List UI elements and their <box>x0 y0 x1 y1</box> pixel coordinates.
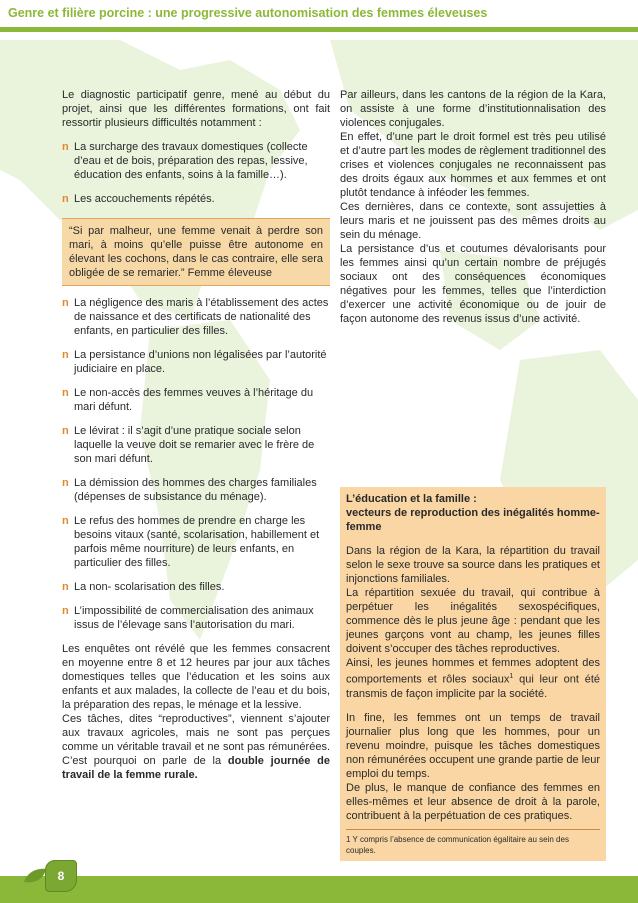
bullet-marker: n <box>62 581 69 593</box>
right-paragraph: Par ailleurs, dans les cantons de la région de la Kara, on assiste à une forme d’institutionnalisation des violences conjugales. <box>340 89 606 129</box>
bullet-marker: n <box>62 515 69 527</box>
difficulties-list-bottom <box>62 296 330 632</box>
box-paragraph: Dans la région de la Kara, la répartition du travail selon le sexe trouve sa source dans les pratiques et injonctions familiales. La répartition sexuée du travail, qui contribue à perpétuer les inégalités sexospécifiques, commence dès le plus jeune âge : pendant que les jeunes garçons vont au champ, les jeunes filles doivent s’occuper des tâches reproductives. Ainsi, les jeunes hommes et femmes adoptent des comportements et rôles sociaux$^1$ qui leur ont été transmis de façon implicite par la société. <box>346 545 600 700</box>
bullet-marker: n <box>62 387 69 399</box>
double-journee-emphasis: double journée de travail de la femme rurale. <box>62 755 330 781</box>
list-item: n La surcharge des travaux domestiques (collecte d’eau et de bois, préparation des repas, lessive, éducation des enfants, soins à la famille…). <box>62 141 308 181</box>
education-family-box <box>340 487 606 861</box>
difficulties-list-top <box>62 140 330 206</box>
list-item: n Le lévirat : il s’agit d’une pratique sociale selon laquelle la veuve doit se remarier avec le frère de son mari défunt. <box>62 425 315 465</box>
box-paragraph: In fine, les femmes ont un temps de travail journalier plus long que les hommes, pour un revenu moindre, puisque les tâches domestiques non rémunérées occupent une grande partie de leur emploi du temps. De plus, le manque de confiance des femmes en elles-mêmes et leur absence de droit à la parole, contribuent à la perpétuation de ces pratiques. <box>346 711 600 822</box>
list-item: n La persistance d’unions non légalisées par l’autorité judiciaire en place. <box>62 349 327 375</box>
list-item: n Le refus des hommes de prendre en charge les besoins vitaux (santé, scolarisation, habillement et parfois même nourriture) de leurs enfants, en particulier des filles. <box>62 515 320 569</box>
right-paragraph: Ces dernières, dans ce contexte, sont assujetties à leurs maris et ne jouissent pas des mêmes droits au sein du ménage. <box>340 201 606 241</box>
list-item: n La démission des hommes des charges familiales (dépenses de subsistance du ménage). <box>62 477 317 503</box>
left-column <box>62 88 330 782</box>
list-item: n La négligence des maris à l’établissement des actes de naissance et des certificats de nationalité des enfants, en particulier des filles. <box>62 297 329 337</box>
page-header-title: Genre et filière porcine : une progressive autonomisation des femmes éleveuses <box>8 6 488 20</box>
header-rule <box>0 27 638 32</box>
bullet-marker: n <box>62 605 69 617</box>
box-title: L’éducation et la famille : vecteurs de reproduction des inégalités homme-femme <box>346 493 600 533</box>
page-number: 8 <box>45 860 77 892</box>
right-column <box>340 88 606 326</box>
list-item: n La non- scolarisation des filles. <box>62 581 225 593</box>
right-paragraph: La persistance d’us et coutumes dévalorisants pour les femmes ainsi qu’un certain nombre de préjugés sociaux ont des conséquences économiques négatives pour les femmes, telles que l’interdiction d’exercer une activité économique ou de jouir de façon autonome des revenus issus d’une activité. <box>340 243 606 325</box>
list-item: n L’impossibilité de commercialisation des animaux issus de l’élevage sans l’autorisation du mari. <box>62 605 314 631</box>
list-item: n Le non-accès des femmes veuves à l’héritage du mari défunt. <box>62 387 314 413</box>
bullet-marker: n <box>62 425 69 437</box>
right-paragraph: En effet, d’une part le droit formel est très peu utilisé et d’autre part les modes de règlement traditionnel des crises et violences conjugales ne reconnaissent pas des droits égaux aux hommes et aux femmes et ont plutôt tendance à inféoder les femmes. <box>340 131 606 199</box>
bullet-marker: n <box>62 349 69 361</box>
intro-paragraph: Le diagnostic participatif genre, mené au début du projet, ainsi que les différentes formations, ont fait ressortir plusieurs difficultés notamment : <box>62 89 330 129</box>
footnote-ref: 1 <box>509 673 514 680</box>
list-item: n Les accouchements répétés. <box>62 193 215 205</box>
bullet-marker: n <box>62 193 69 205</box>
footer-bar <box>0 876 638 903</box>
bullet-marker: n <box>62 477 69 489</box>
quote-box: “Si par malheur, une femme venait à perdre son mari, à moins qu’elle puisse être autonome en élevant les cochons, dans le cas contraire, elle sera obligée de se remarier.” Femme éleveuse <box>62 218 330 286</box>
footnote: 1 Y compris l’absence de communication égalitaire au sein des couples. <box>346 829 600 856</box>
bullet-marker: n <box>62 297 69 309</box>
closing-paragraph: Les enquêtes ont révélé que les femmes consacrent en moyenne entre 8 et 12 heures par jour aux tâches domestiques telles que l’éducation et les soins aux enfants et aux malades, la collecte de l’eau et du bois, la préparation des repas, le ménage et la lessive. Ces tâches, dites “reproductives”, viennent s’ajouter aux travaux agricoles, mais ne sont pas perçues comme un véritable travail et ne sont pas rémunérées. C’est pourquoi on parle de la double journée de travail de la femme rurale. <box>62 643 330 781</box>
bullet-marker: n <box>62 141 69 153</box>
